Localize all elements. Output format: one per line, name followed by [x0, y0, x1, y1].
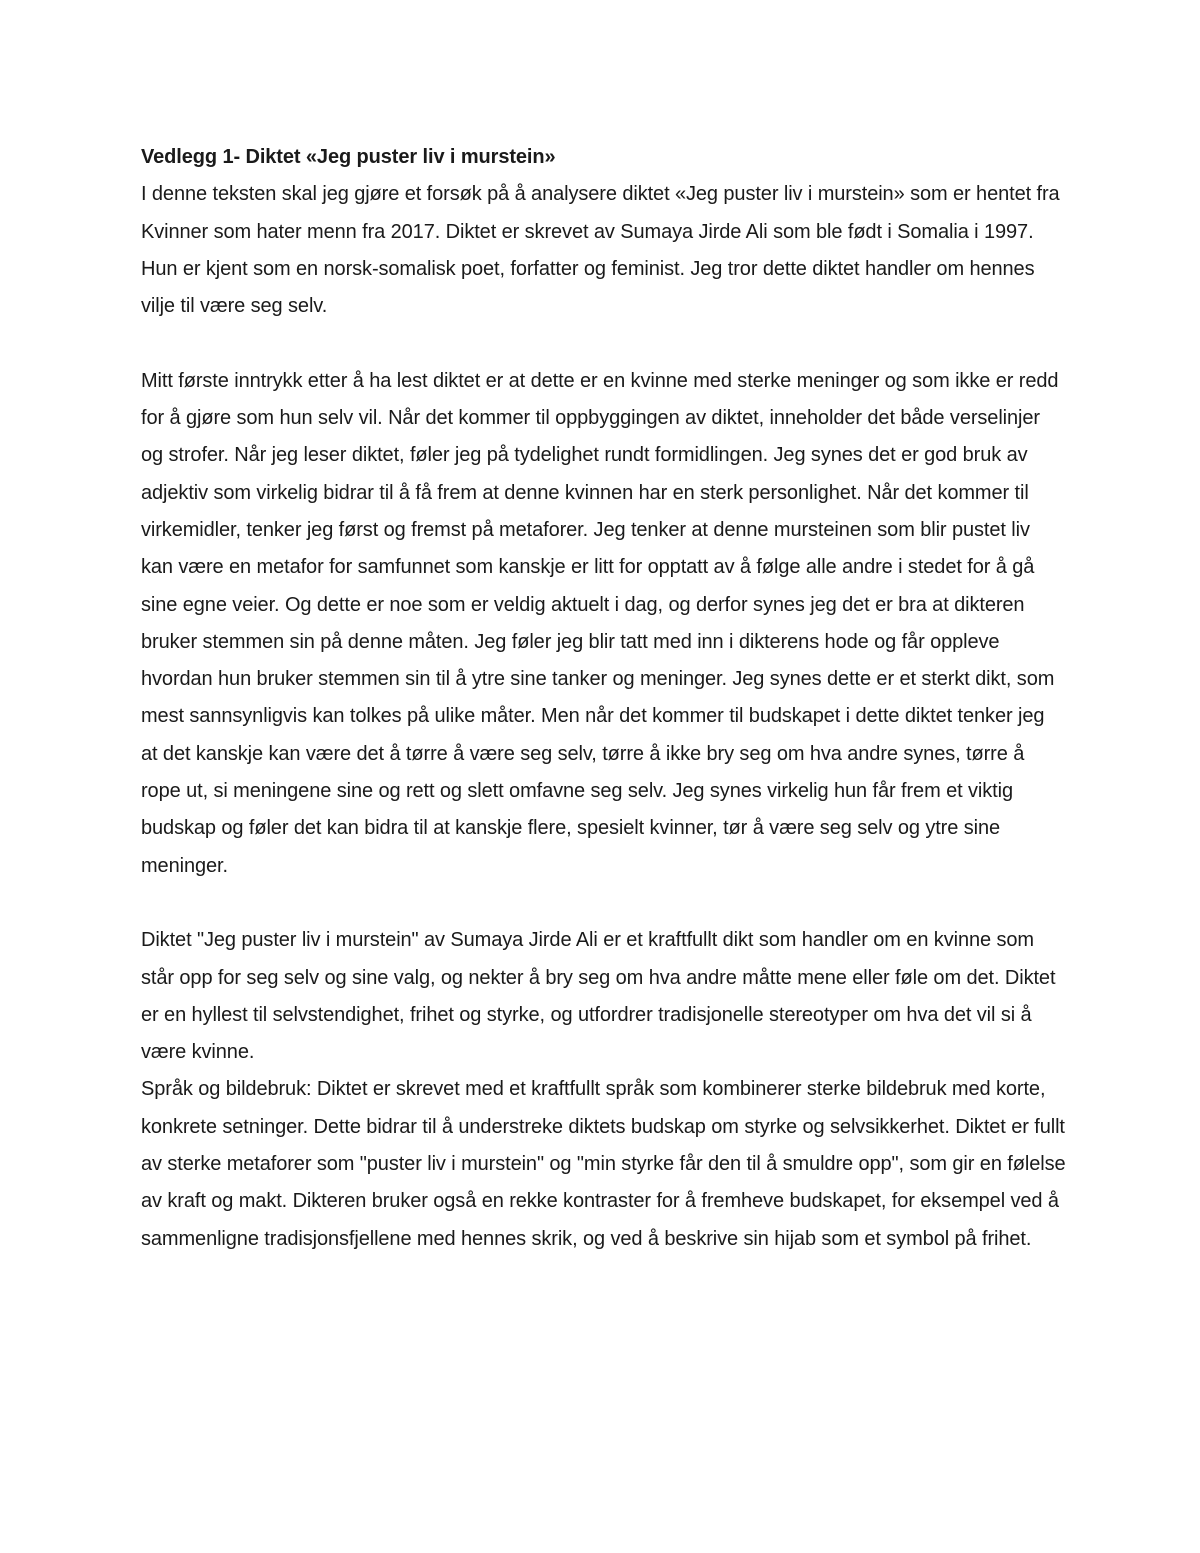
paragraph-spacer — [141, 325, 1066, 362]
document-page — [141, 139, 1066, 1258]
intro-paragraph: I denne teksten skal jeg gjøre et forsøk på å analysere diktet «Jeg puster liv i murstein» som er hentet fra Kvinner som hater menn fra 2017. Diktet er skrevet av Sumaya Jirde Ali som ble født i Somalia i 1997. Hun er kjent som en norsk-somalisk poet, forfatter og feminist. Jeg tror dette diktet handler om hennes vilje til være seg selv. — [141, 183, 1060, 318]
summary-paragraph: Diktet "Jeg puster liv i murstein" av Sumaya Jirde Ali er et kraftfullt dikt som handler om en kvinne som står opp for seg selv og sine valg, og nekter å bry seg om hva andre måtte mene eller føle om det. Diktet er en hyllest til selvstendighet, frihet og styrke, og utfordrer tradisjonelle stereotyper om hva det vil si å være kvinne. — [141, 929, 1056, 1064]
paragraph-spacer — [141, 885, 1066, 922]
language-paragraph: Språk og bildebruk: Diktet er skrevet med et kraftfullt språk som kombinerer sterke bildebruk med korte, konkrete setninger. Dette bidrar til å understreke diktets budskap om styrke og selvsikkerhet. Diktet er fullt av sterke metaforer som "puster liv i murstein" og "min styrke får den til å smuldre opp", som gir en følelse av kraft og makt. Dikteren bruker også en rekke kontraster for å fremheve budskapet, for eksempel ved å sammenligne tradisjonsfjellene med hennes skrik, og ved å beskrive sin hijab som et symbol på frihet. — [141, 1078, 1066, 1250]
impression-paragraph: Mitt første inntrykk etter å ha lest diktet er at dette er en kvinne med sterke meninger og som ikke er redd for å gjøre som hun selv vil. Når det kommer til oppbyggingen av diktet, inneholder det både verselinjer og strofer. Når jeg leser diktet, føler jeg på tydelighet rundt formidlingen. Jeg synes det er god bruk av adjektiv som virkelig bidrar til å få frem at denne kvinnen har en sterk personlighet. Når det kommer til virkemidler, tenker jeg først og fremst på metaforer. Jeg tenker at denne mursteinen som blir pustet liv kan være en metafor for samfunnet som kanskje er litt for opptatt av å følge alle andre i stedet for å gå sine egne veier. Og dette er noe som er veldig aktuelt i dag, og derfor synes jeg det er bra at dikteren bruker stemmen sin på denne måten. Jeg føler jeg blir tatt med inn i dikterens hode og får oppleve hvordan hun bruker stemmen sin til å ytre sine tanker og meninger. Jeg synes dette er et sterkt dikt, som mest sannsynligvis kan tolkes på ulike måter. Men når det kommer til budskapet i dette diktet tenker jeg at det kanskje kan være det å tørre å være seg selv, tørre å ikke bry seg om hva andre synes, tørre å rope ut, si meningene sine og rett og slett omfavne seg selv. Jeg synes virkelig hun får frem et viktig budskap og føler det kan bidra til at kanskje flere, spesielt kvinner, tør å være seg selv og ytre sine meninger. — [141, 369, 1059, 877]
document-title: Vedlegg 1- Diktet «Jeg puster liv i murstein» — [141, 146, 556, 168]
